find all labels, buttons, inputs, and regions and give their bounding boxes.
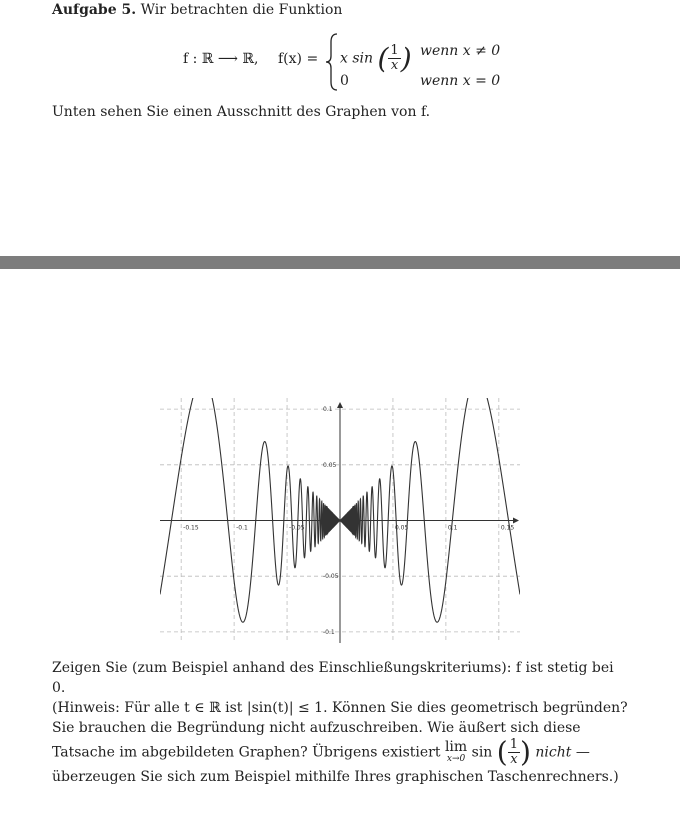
limit-expression: lim x→0 bbox=[444, 738, 468, 764]
case1-condition: wenn x ≠ 0 bbox=[420, 43, 501, 59]
x-tick-label: 0.15 bbox=[500, 524, 515, 532]
function-mapping: f : ℝ ⟶ ℝ, bbox=[183, 51, 259, 67]
function-definition bbox=[0, 32, 680, 92]
task-text bbox=[52, 658, 630, 787]
case2-condition: wenn x = 0 bbox=[420, 73, 501, 89]
y-axis-arrow bbox=[337, 402, 343, 408]
function-graph bbox=[160, 398, 520, 643]
x-tick-label: -0.05 bbox=[289, 524, 305, 532]
x-tick-label: -0.15 bbox=[183, 524, 199, 532]
function-lhs: f(x) = bbox=[278, 51, 319, 67]
task-intro: Wir betrachten die Funktion bbox=[140, 2, 343, 18]
case2-expression: 0 bbox=[340, 73, 349, 89]
y-tick-label: -0.05 bbox=[323, 573, 339, 581]
x-axis-arrow bbox=[513, 518, 519, 524]
case-brace bbox=[325, 32, 339, 92]
task-statement: Zeigen Sie (zum Beispiel anhand des Einschließungskriteriums): f ist stetig bei 0. bbox=[52, 660, 614, 696]
y-tick-label: -0.1 bbox=[323, 628, 335, 636]
task-label: Aufgabe 5. bbox=[52, 2, 137, 18]
graph-caption: Unten sehen Sie einen Ausschnitt des Graphen von f. bbox=[52, 104, 431, 120]
task-heading bbox=[52, 2, 342, 18]
x-tick-label: 0.1 bbox=[447, 524, 458, 532]
task-hint: (Hinweis: Für alle t ∈ ℝ ist |sin(t)| ≤ 1. Können Sie dies geometrisch begründen? Sie brauchen die Begründung nicht aufzuschreiben. Wie äußert sich diese Tatsache im abgebildeten Graphen? Übrigens existiert lim x→0 sin ( $\frac{1}{x}$) nicht — überzeugen Sie sich zum Beispiel mithilfe Ihres graphischen Taschenrechners.) bbox=[52, 700, 628, 785]
x-tick-label: 0.05 bbox=[394, 524, 409, 532]
page-divider bbox=[0, 256, 680, 269]
y-tick-label: 0.05 bbox=[323, 461, 337, 469]
axes bbox=[160, 402, 519, 643]
y-tick-label: 0.1 bbox=[323, 406, 333, 414]
case1-expression: x sin ( $\frac{1}{x}$) bbox=[340, 42, 412, 75]
emphasis-nicht: nicht bbox=[535, 744, 572, 761]
x-tick-label: -0.1 bbox=[236, 524, 248, 532]
